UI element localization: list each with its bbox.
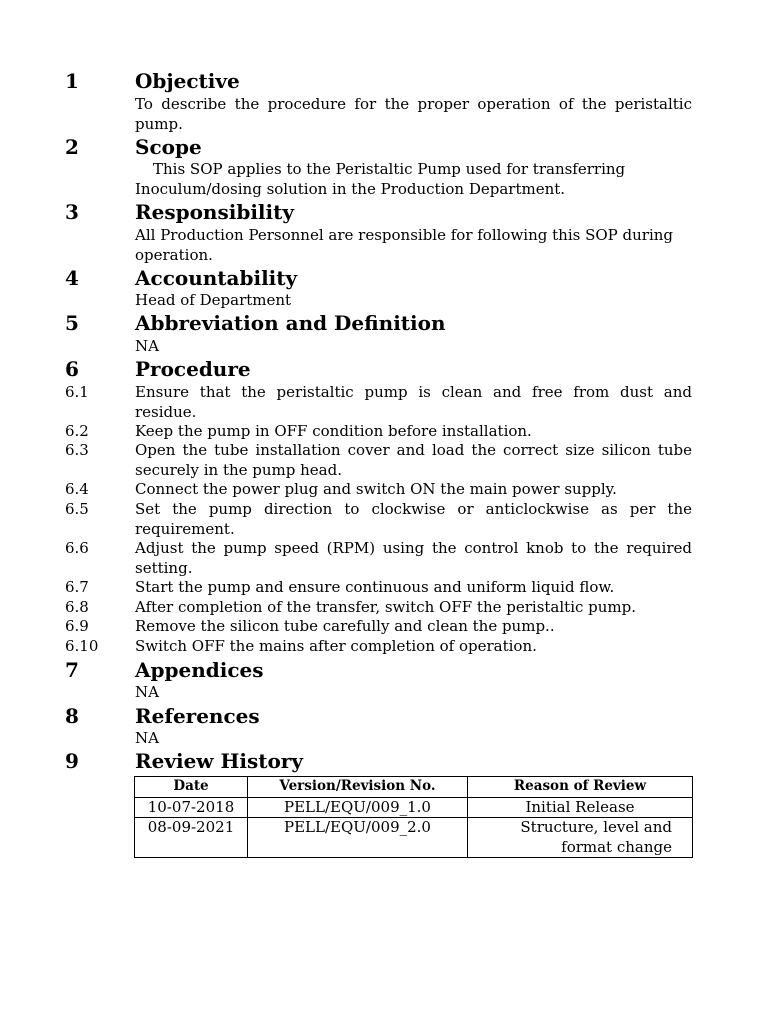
step-number: 6.1 [65, 383, 89, 401]
step-number: 6.8 [65, 598, 89, 616]
step-number: 6.2 [65, 422, 89, 440]
column-header-version: Version/Revision No. [248, 777, 468, 798]
references-text: NA [135, 729, 159, 747]
section-heading-review-history [65, 748, 705, 774]
section-title: Procedure [135, 357, 251, 381]
responsibility-text: All Production Personnel are responsible for following this SOP during operation. [135, 226, 674, 264]
step-text: Set the pump direction to clockwise or anticlockwise as per the requirement. [135, 500, 692, 538]
objective-text: To describe the procedure for the proper operation of the peristaltic pump. [135, 95, 692, 133]
step-text: Adjust the pump speed (RPM) using the control knob to the required setting. [135, 539, 692, 577]
section-number: 6 [65, 357, 79, 381]
section-title: Appendices [135, 658, 264, 682]
section-heading-references [65, 703, 705, 729]
cell-version: PELL/EQU/009_1.0 [248, 797, 468, 818]
section-number: 2 [65, 135, 79, 159]
section-number: 3 [65, 200, 79, 224]
step-number: 6.9 [65, 617, 89, 635]
abbreviation-text: NA [135, 337, 159, 355]
section-number: 9 [65, 749, 79, 773]
step-number: 6.6 [65, 539, 89, 557]
step-number: 6.10 [65, 637, 99, 655]
section-heading-procedure [65, 356, 705, 382]
table-header-row [135, 777, 693, 798]
section-heading-accountability [65, 265, 705, 291]
cell-version: PELL/EQU/009_2.0 [248, 818, 468, 858]
cell-date: 10-07-2018 [135, 797, 248, 818]
accountability-text: Head of Department [135, 291, 292, 309]
cell-date: 08-09-2021 [135, 818, 248, 858]
section-title: Objective [135, 69, 240, 93]
cell-reason: Structure, level and format change [468, 818, 693, 858]
section-heading-responsibility [65, 199, 705, 225]
step-text: Switch OFF the mains after completion of operation. [135, 637, 537, 655]
step-number: 6.7 [65, 578, 89, 596]
section-heading-abbreviation [65, 310, 705, 336]
cell-reason: Initial Release [468, 797, 693, 818]
appendices-text: NA [135, 683, 159, 701]
section-number: 5 [65, 311, 79, 335]
section-title: Review History [135, 749, 303, 773]
step-text: Keep the pump in OFF condition before installation. [135, 422, 532, 440]
review-history-table [134, 776, 693, 858]
step-text: After completion of the transfer, switch OFF the peristaltic pump. [135, 598, 637, 616]
section-number: 1 [65, 69, 79, 93]
section-number: 8 [65, 704, 79, 728]
table-row [135, 797, 693, 818]
step-text: Remove the silicon tube carefully and clean the pump.. [135, 617, 555, 635]
column-header-reason: Reason of Review [468, 777, 693, 798]
section-title: Scope [135, 135, 202, 159]
column-header-date: Date [135, 777, 248, 798]
section-title: Abbreviation and Definition [135, 311, 446, 335]
step-text: Start the pump and ensure continuous and uniform liquid flow. [135, 578, 615, 596]
section-title: Responsibility [135, 200, 294, 224]
section-number: 4 [65, 266, 79, 290]
section-heading-scope [65, 134, 705, 160]
step-number: 6.4 [65, 480, 89, 498]
step-text: Ensure that the peristaltic pump is clean and free from dust and residue. [135, 383, 692, 421]
section-title: Accountability [135, 266, 298, 290]
step-number: 6.5 [65, 500, 89, 518]
section-heading-appendices [65, 657, 705, 683]
step-text: Connect the power plug and switch ON the main power supply. [135, 480, 617, 498]
section-heading-objective [65, 68, 705, 94]
scope-text: This SOP applies to the Peristaltic Pump used for transferring Inoculum/dosing solution in the Production Department. [135, 160, 626, 198]
section-title: References [135, 704, 260, 728]
table-row [135, 818, 693, 858]
section-number: 7 [65, 658, 79, 682]
step-number: 6.3 [65, 441, 89, 459]
step-text: Open the tube installation cover and load the correct size silicon tube securely in the pump head. [135, 441, 692, 479]
